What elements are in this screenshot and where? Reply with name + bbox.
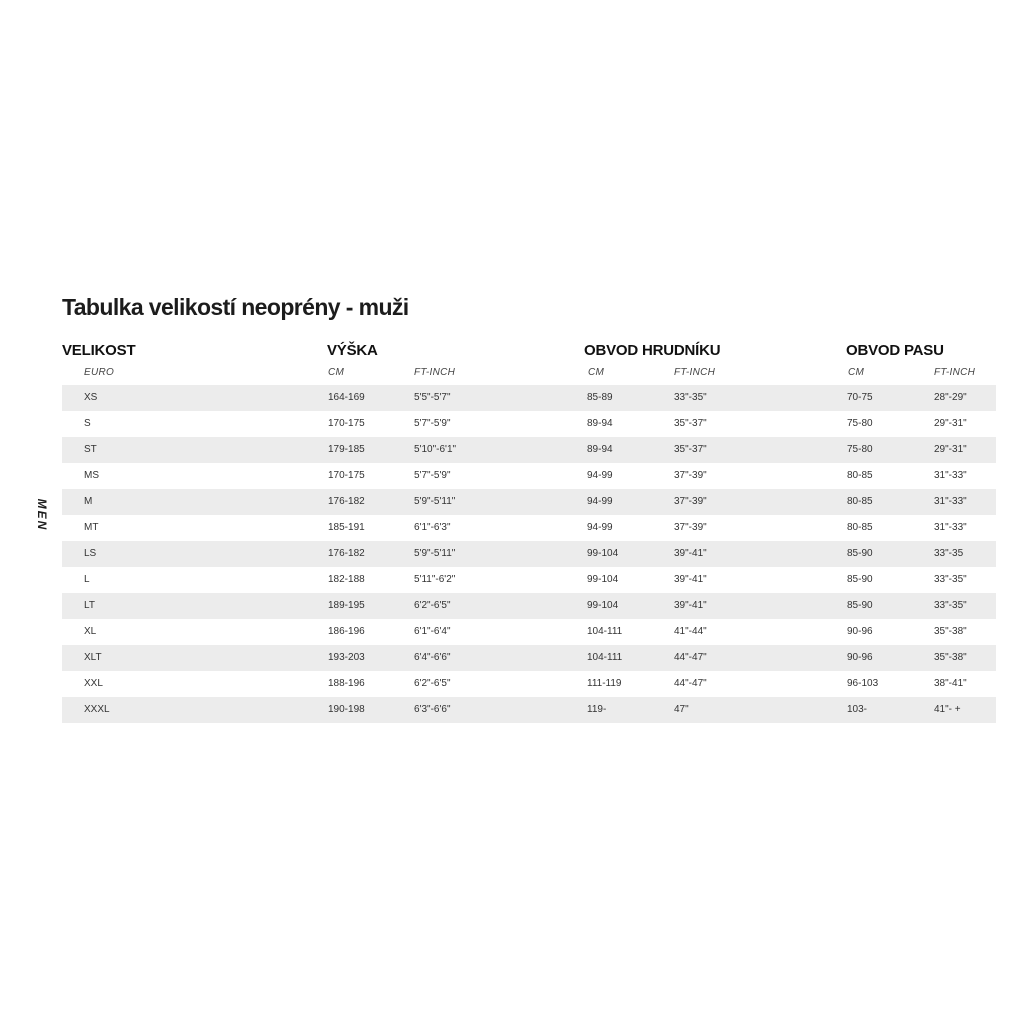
cell-height-ft: 6'4"-6'6" [414,652,451,663]
cell-size: XS [84,392,98,403]
cell-chest-in: 37"-39" [674,496,707,507]
cell-height-cm: 186-196 [328,626,365,637]
cell-height-cm: 190-198 [328,704,365,715]
cell-chest-in: 39"-41" [674,600,707,611]
header-waist: OBVOD PASU [846,342,944,359]
cell-height-ft: 5'7"-5'9" [414,470,451,481]
cell-size: MS [84,470,99,481]
cell-chest-cm: 94-99 [587,496,613,507]
cell-chest-in: 33"-35" [674,392,707,403]
table-row [62,567,996,593]
subheader-height-ft: FT-INCH [414,367,456,378]
cell-waist-in: 41"- + [934,704,961,715]
cell-waist-cm: 75-80 [847,418,873,429]
cell-chest-cm: 89-94 [587,418,613,429]
cell-chest-cm: 99-104 [587,600,619,611]
cell-size: MT [84,522,99,533]
subheader-waist-cm: CM [848,367,865,378]
cell-waist-cm: 85-90 [847,574,873,585]
cell-waist-in: 33"-35 [934,548,964,559]
table-row [62,619,996,645]
cell-size: XLT [84,652,102,663]
cell-waist-cm: 80-85 [847,522,873,533]
cell-waist-in: 33"-35" [934,574,967,585]
cell-height-ft: 6'2"-6'5" [414,678,451,689]
cell-height-ft: 6'1"-6'4" [414,626,451,637]
table-row [62,697,996,723]
cell-height-cm: 193-203 [328,652,365,663]
cell-waist-cm: 90-96 [847,652,873,663]
subheader-waist-ft: FT-INCH [934,367,976,378]
cell-size: S [84,418,91,429]
subheader-size-euro: EURO [84,367,115,378]
cell-waist-cm: 85-90 [847,600,873,611]
cell-chest-cm: 85-89 [587,392,613,403]
cell-size: XXXL [84,704,110,715]
cell-waist-in: 35"-38" [934,652,967,663]
cell-chest-cm: 104-111 [587,626,623,637]
header-size: VELIKOST [62,342,136,359]
table-row [62,515,996,541]
cell-chest-cm: 104-111 [587,652,623,663]
cell-size: L [84,574,90,585]
cell-chest-in: 47" [674,704,689,715]
subheader-chest-cm: CM [588,367,605,378]
table-row [62,463,996,489]
table-row [62,411,996,437]
cell-height-ft: 6'1"-6'3" [414,522,451,533]
cell-chest-cm: 94-99 [587,522,613,533]
cell-height-cm: 182-188 [328,574,365,585]
cell-chest-in: 41"-44" [674,626,707,637]
table-row [62,385,996,411]
cell-height-cm: 176-182 [328,496,365,507]
cell-height-cm: 170-175 [328,418,365,429]
cell-size: XXL [84,678,103,689]
cell-waist-cm: 96-103 [847,678,879,689]
cell-chest-in: 39"-41" [674,574,707,585]
cell-chest-in: 35"-37" [674,418,707,429]
cell-size: ST [84,444,97,455]
cell-height-ft: 5'5"-5'7" [414,392,451,403]
subheader-height-cm: CM [328,367,345,378]
cell-chest-cm: 94-99 [587,470,613,481]
cell-chest-cm: 119- [587,704,607,715]
cell-chest-in: 37"-39" [674,470,707,481]
table-row [62,489,996,515]
cell-waist-in: 35"-38" [934,626,967,637]
cell-chest-cm: 111-119 [587,678,622,689]
page-title: Tabulka velikostí neoprény - muži [62,294,409,320]
cell-height-ft: 5'11"-6'2" [414,574,456,585]
table-row [62,593,996,619]
table-row [62,645,996,671]
cell-chest-in: 44"-47" [674,652,707,663]
table-row [62,541,996,567]
cell-size: LT [84,600,95,611]
cell-height-cm: 188-196 [328,678,365,689]
cell-chest-cm: 99-104 [587,548,619,559]
cell-chest-in: 35"-37" [674,444,707,455]
cell-waist-in: 38"-41" [934,678,967,689]
cell-waist-cm: 75-80 [847,444,873,455]
cell-height-cm: 170-175 [328,470,365,481]
cell-height-ft: 5'9"-5'11" [414,496,456,507]
header-chest: OBVOD HRUDNÍKU [584,342,721,359]
cell-height-cm: 185-191 [328,522,365,533]
cell-waist-cm: 85-90 [847,548,873,559]
cell-height-cm: 189-195 [328,600,365,611]
table-row [62,671,996,697]
cell-waist-in: 29"-31" [934,444,967,455]
cell-height-cm: 164-169 [328,392,365,403]
cell-height-cm: 179-185 [328,444,365,455]
cell-height-ft: 5'7"-5'9" [414,418,451,429]
cell-chest-in: 39"-41" [674,548,707,559]
cell-size: LS [84,548,97,559]
header-height: VÝŠKA [327,342,378,359]
cell-height-cm: 176-182 [328,548,365,559]
cell-waist-cm: 90-96 [847,626,873,637]
side-label-men: MEN [35,498,49,532]
cell-chest-cm: 99-104 [587,574,619,585]
cell-waist-in: 29"-31" [934,418,967,429]
subheader-chest-ft: FT-INCH [674,367,716,378]
cell-height-ft: 5'10"-6'1" [414,444,457,455]
cell-waist-cm: 80-85 [847,470,873,481]
cell-chest-in: 44"-47" [674,678,707,689]
size-table [62,385,996,723]
cell-waist-in: 31"-33" [934,496,967,507]
cell-waist-in: 28"-29" [934,392,967,403]
cell-height-ft: 6'3"-6'6" [414,704,451,715]
cell-chest-cm: 89-94 [587,444,613,455]
cell-waist-in: 33"-35" [934,600,967,611]
cell-waist-cm: 103- [847,704,868,715]
cell-waist-cm: 80-85 [847,496,873,507]
cell-waist-in: 31"-33" [934,470,967,481]
cell-size: XL [84,626,97,637]
cell-height-ft: 5'9"-5'11" [414,548,456,559]
cell-waist-in: 31"-33" [934,522,967,533]
cell-size: M [84,496,93,507]
cell-height-ft: 6'2"-6'5" [414,600,451,611]
cell-waist-cm: 70-75 [847,392,873,403]
cell-chest-in: 37"-39" [674,522,707,533]
table-row [62,437,996,463]
